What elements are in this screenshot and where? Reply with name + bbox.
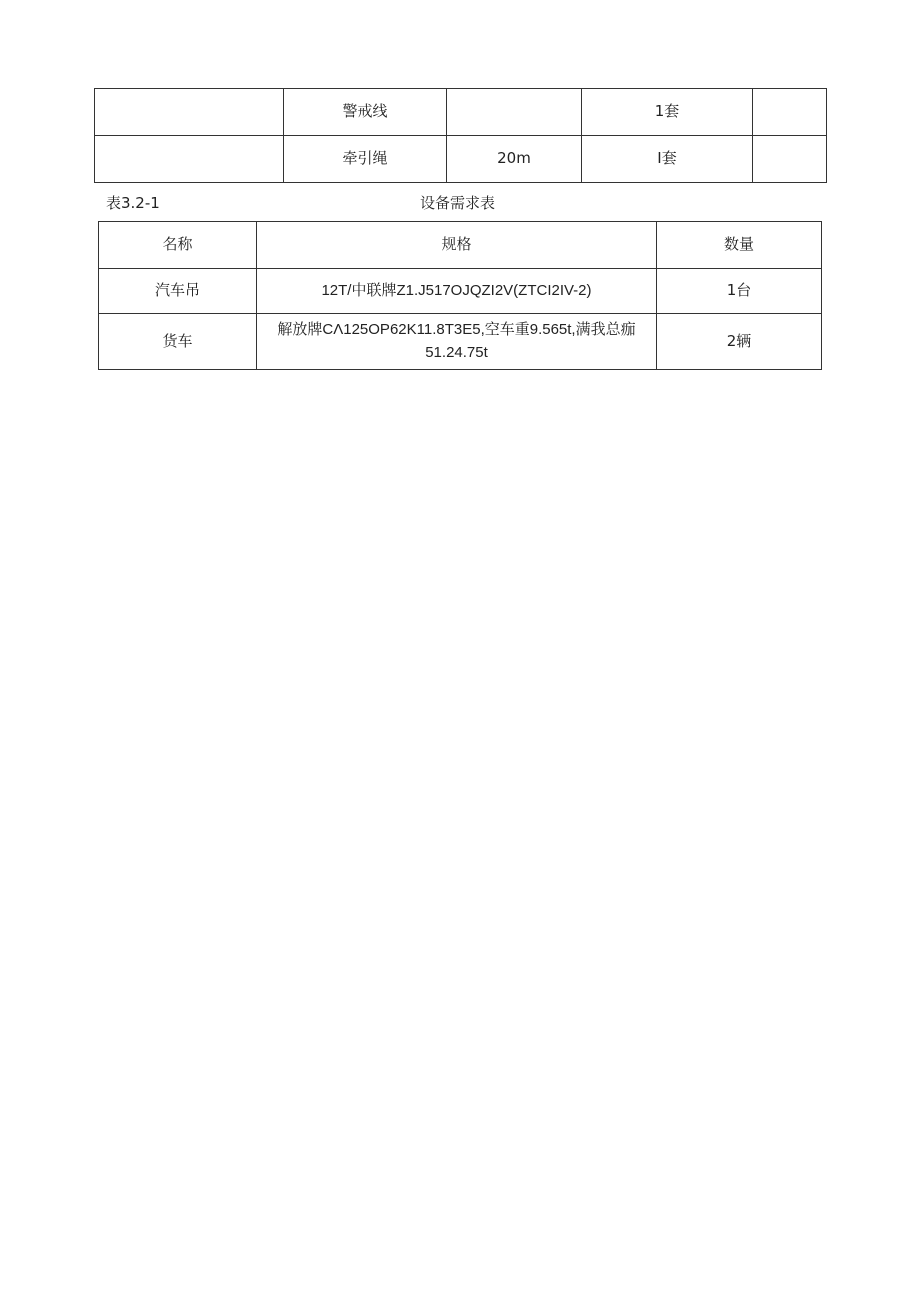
- equipment-spec-cell: [257, 314, 657, 370]
- equipment-requirements-table: [98, 221, 822, 370]
- table-cell: [95, 89, 284, 136]
- equipment-quantity-cell: 1台: [657, 269, 822, 314]
- table-cell: [95, 136, 284, 183]
- equipment-name-cell: 汽车吊: [99, 269, 257, 314]
- continued-materials-table: [94, 88, 827, 183]
- header-spec: 规格: [257, 222, 657, 269]
- item-note-cell: [753, 136, 827, 183]
- equipment-spec-cell: [257, 269, 657, 314]
- equipment-name-cell: 货车: [99, 314, 257, 370]
- spec-line-continued: 51.24.75t: [425, 343, 488, 361]
- item-spec-cell: 20m: [447, 136, 582, 183]
- item-name-cell: 牵引绳: [284, 136, 447, 183]
- item-note-cell: [753, 89, 827, 136]
- table-row: [95, 89, 827, 136]
- table-row: [99, 314, 822, 370]
- item-quantity-cell: 1套: [582, 89, 753, 136]
- equipment-quantity-cell: 2辆: [657, 314, 822, 370]
- table-caption: [106, 192, 806, 214]
- item-quantity-cell: I套: [582, 136, 753, 183]
- table-header-row: [99, 222, 822, 269]
- spec-line: 12T/中联牌Z1.J517OJQZI2V(ZTCI2IV-2): [321, 282, 592, 300]
- item-name-cell: 警戒线: [284, 89, 447, 136]
- table-title: 设备需求表: [420, 194, 496, 212]
- header-quantity: 数量: [657, 222, 822, 269]
- table-row: [99, 269, 822, 314]
- table-row: [95, 136, 827, 183]
- item-spec-cell: [447, 89, 582, 136]
- spec-line: 解放牌CΛ125OP62K11.8T3E5,空车重9.565t,满我总痂: [277, 321, 636, 338]
- table-number: 表3.2-1: [106, 194, 160, 212]
- header-name: 名称: [99, 222, 257, 269]
